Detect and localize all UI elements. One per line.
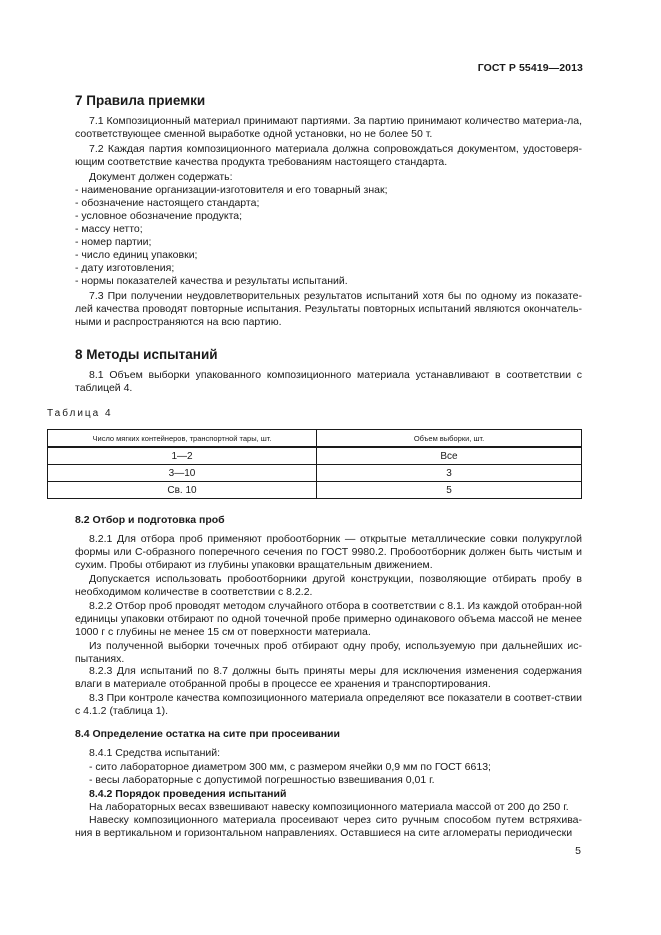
document-contents-list [75,184,582,288]
paragraph-7-2: 7.2 Каждая партия композиционного материала должна сопровождаться документом, удостоверя-ющим соответствие качества продукта требованиям настоящего стандарта. [75,143,582,168]
list-item: - наименование организации-изготовителя и его товарный знак; [75,184,388,196]
subsection-8-2-title: 8.2 Отбор и подготовка проб [75,514,225,526]
section-7-title: 7 Правила приемки [75,93,206,108]
table-cell: 1—2 [48,447,317,465]
paragraph-8-4-2-a: На лабораторных весах взвешивают навеску композиционного материала массой от 200 до 250 г. [89,801,569,813]
table-cell: Св. 10 [48,482,317,499]
paragraph-8-2-2-b: Из полученной выборки точечных проб отбирают одну пробу, используемую при дальнейших ис-пытаниях. [75,640,582,665]
table-row [48,482,582,499]
paragraph-8-3: 8.3 При контроле качества композиционного материала определяют все показатели в соответ-ствии с 4.1.2 (таблица 1). [75,692,582,717]
list-item: - условное обозначение продукта; [75,210,243,222]
column-header-containers: Число мягких контейнеров, транспортной тары, шт. [48,430,317,448]
table-row [48,465,582,482]
section-8-title: 8 Методы испытаний [75,347,218,362]
table-row [48,447,582,465]
list-item: - число единиц упаковки; [75,249,198,261]
equipment-item-sieve: - сито лабораторное диаметром 300 мм, с размером ячейки 0,9 мм по ГОСТ 6613; [89,761,491,773]
sample-size-table [47,429,582,499]
paragraph-8-4-2-b: Навеску композиционного материала просеивают через сито ручным способом путем встряхива-ния в вертикальном и горизонтальном направлениях. Оставшиеся на сите агломераты периодически [75,814,582,839]
table-caption: Таблица 4 [47,408,113,419]
paragraph-8-2-2: 8.2.2 Отбор проб проводят методом случайного отбора в соответствии с 8.1. Из каждой отобран-ной единицы упаковки отбирают по одной точечной пробе примерно одинакового объема массой не менее 1000 г с глубины не менее 15 см от поверхности материала. [75,600,582,638]
document-intro: Документ должен содержать: [89,171,233,183]
paragraph-8-1: 8.1 Объем выборки упакованного композиционного материала устанавливают в соответствии с таблицей 4. [75,369,582,394]
subsection-8-4-title: 8.4 Определение остатка на сите при просеивании [75,728,340,740]
table-cell: 5 [317,482,582,499]
list-item: - обозначение настоящего стандарта; [75,197,260,209]
paragraph-7-1: 7.1 Композиционный материал принимают партиями. За партию принимают количество материа-ла, соответствующее сменной выработке одной установки, но не более 50 т. [75,115,582,140]
list-item: - номер партии; [75,236,152,248]
paragraph-8-2-3: 8.2.3 Для испытаний по 8.7 должны быть приняты меры для исключения изменения содержания влаги в материале отобранной пробы в процессе ее хранения и транспортирования. [75,665,582,690]
table-header-row [48,430,582,448]
paragraph-8-2-1: 8.2.1 Для отбора проб применяют пробоотборник — открытые металлические совки полукруглой формы или С-образного поперечного сечения по ГОСТ 9980.2. Пробоотборник должен быть чистым и сухим. Пробы отбирают из глубины упаковки вращательным движением. [75,533,582,571]
paragraph-7-3: 7.3 При получении неудовлетворительных результатов испытаний хотя бы по одному из показате-лей качества проводят повторные испытания. Результаты повторных испытаний являются окончатель-ными и распространяются на всю партию. [75,290,582,328]
list-item: - дату изготовления; [75,262,175,274]
list-item: - массу нетто; [75,223,143,235]
table-cell: 3—10 [48,465,317,482]
table-cell: Все [317,447,582,465]
column-header-sample-size: Объем выборки, шт. [317,430,582,448]
standard-header: ГОСТ Р 55419—2013 [477,62,583,74]
equipment-item-scales: - весы лабораторные с допустимой погрешностью взвешивания 0,01 г. [89,774,435,786]
list-item: - нормы показателей качества и результаты испытаний. [75,275,348,287]
subsection-8-4-2-title: 8.4.2 Порядок проведения испытаний [89,788,287,800]
paragraph-8-4-1: 8.4.1 Средства испытаний: [89,747,221,759]
page-number: 5 [575,845,581,857]
paragraph-8-2-1-b: Допускается использовать пробоотборники другой конструкции, позволяющие отбирать пробу в необходимом количестве в соответствии с 8.2.2. [75,573,582,598]
table-cell: 3 [317,465,582,482]
